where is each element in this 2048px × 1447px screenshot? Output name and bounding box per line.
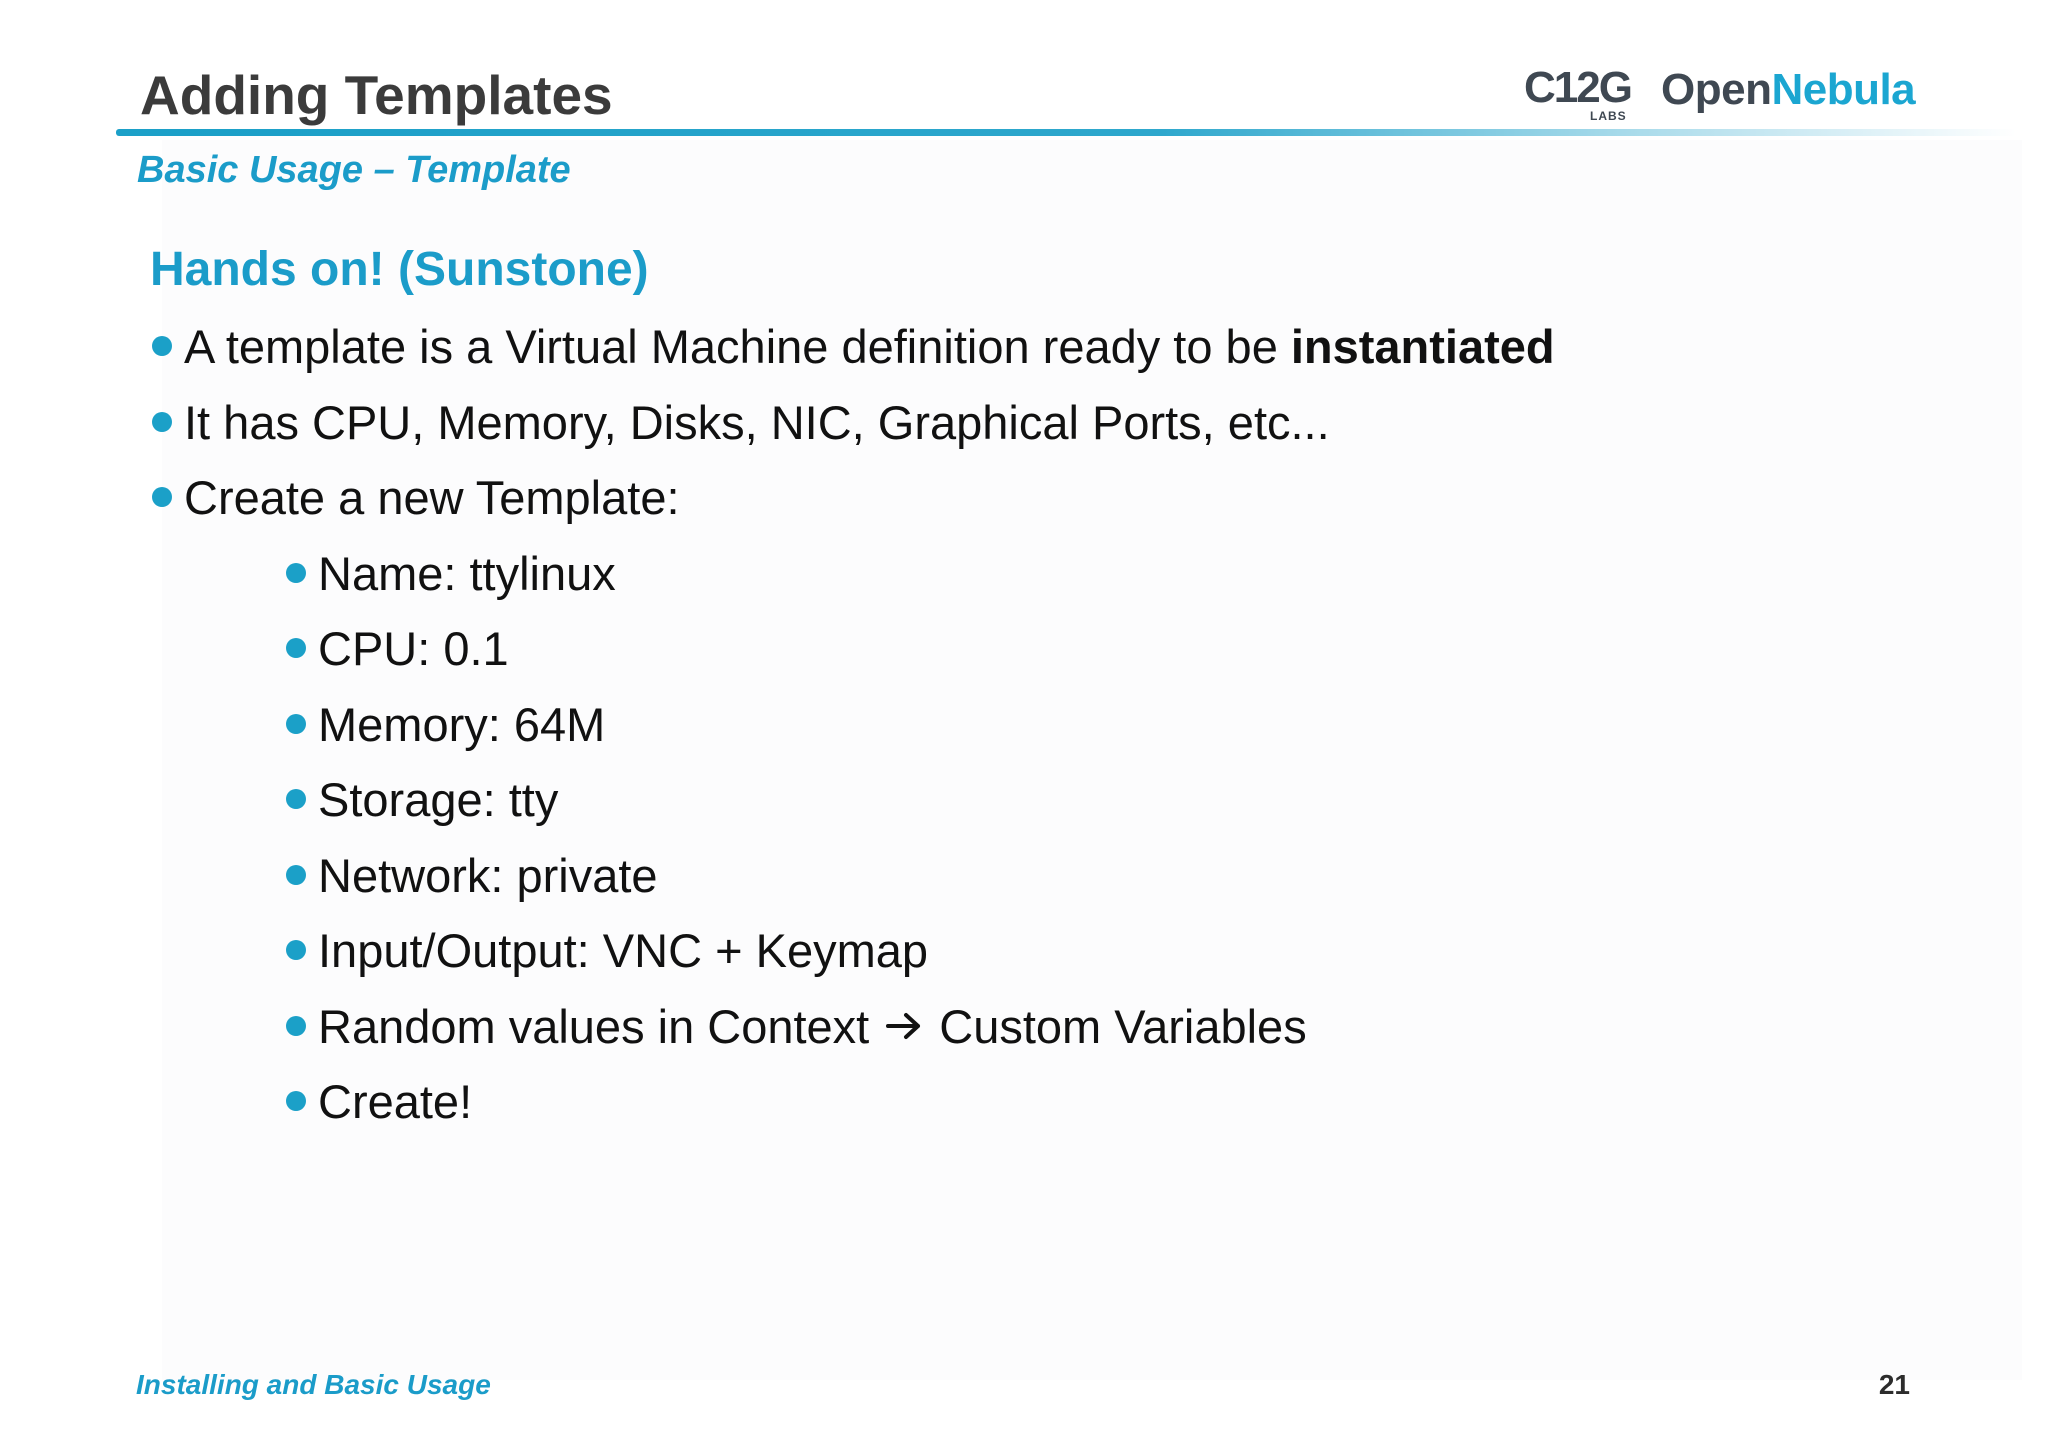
bullet-dot-icon: [152, 336, 172, 356]
opennebula-logo: [1661, 62, 1915, 118]
bullet-dot-icon: [286, 563, 306, 583]
sub-bullet-text: Custom Variables: [939, 999, 1307, 1053]
bullet-dot-icon: [286, 1091, 306, 1111]
title-underline: [116, 129, 2016, 136]
sub-bullet-text: Name: ttylinux: [318, 546, 616, 600]
sub-bullet-text: Storage: tty: [318, 772, 559, 826]
c12g-logo-labs: LABS: [1590, 109, 1627, 123]
bullet-dot-icon: [152, 487, 172, 507]
sub-bullet-item: [286, 769, 558, 829]
bullet-item: [152, 316, 1555, 376]
bullet-dot-icon: [286, 714, 306, 734]
bullet-dot-icon: [286, 865, 306, 885]
bullet-item: [152, 467, 680, 527]
c12g-labs-logo: [1524, 62, 1630, 126]
page-number: 21: [1878, 1369, 1910, 1400]
slide-title: Adding Templates: [140, 64, 613, 126]
opennebula-logo-open: Open: [1661, 65, 1772, 114]
sub-bullet-text: CPU: 0.1: [318, 621, 509, 675]
bullet-text: Create a new Template:: [184, 470, 680, 524]
sub-bullet-item: [286, 694, 605, 754]
slide-subtitle: Basic Usage – Template: [137, 149, 571, 191]
bullet-text: It has CPU, Memory, Disks, NIC, Graphical Ports, etc...: [184, 395, 1330, 449]
opennebula-logo-nebula: Nebula: [1771, 65, 1916, 114]
bullet-text: A template is a Virtual Machine definition ready to be: [184, 319, 1278, 373]
bullet-dot-icon: [286, 940, 306, 960]
bullet-dot-icon: [286, 1016, 306, 1036]
sub-bullet-item: [286, 996, 1307, 1056]
sub-bullet-text: Network: private: [318, 848, 658, 902]
bullet-dot-icon: [152, 412, 172, 432]
sub-bullet-item: [286, 920, 928, 980]
section-heading: Hands on! (Sunstone): [150, 243, 649, 296]
right-arrow-icon: [885, 1011, 923, 1041]
sub-bullet-item: [286, 618, 509, 678]
bullet-emphasis: instantiated: [1290, 319, 1555, 373]
sub-bullet-item: [286, 845, 658, 905]
bullet-item: [152, 392, 1330, 452]
sub-bullet-item: [286, 1071, 472, 1131]
c12g-logo-mark: C12G: [1524, 63, 1631, 112]
sub-bullet-text: Random values in Context: [318, 999, 870, 1053]
bullet-dot-icon: [286, 638, 306, 658]
sub-bullet-text: Memory: 64M: [318, 697, 606, 751]
sub-bullet-item: [286, 543, 616, 603]
bullet-dot-icon: [286, 789, 306, 809]
sub-bullet-text: Input/Output: VNC + Keymap: [318, 923, 929, 977]
footer-title: Installing and Basic Usage: [136, 1369, 491, 1400]
sub-bullet-text: Create!: [318, 1074, 473, 1128]
